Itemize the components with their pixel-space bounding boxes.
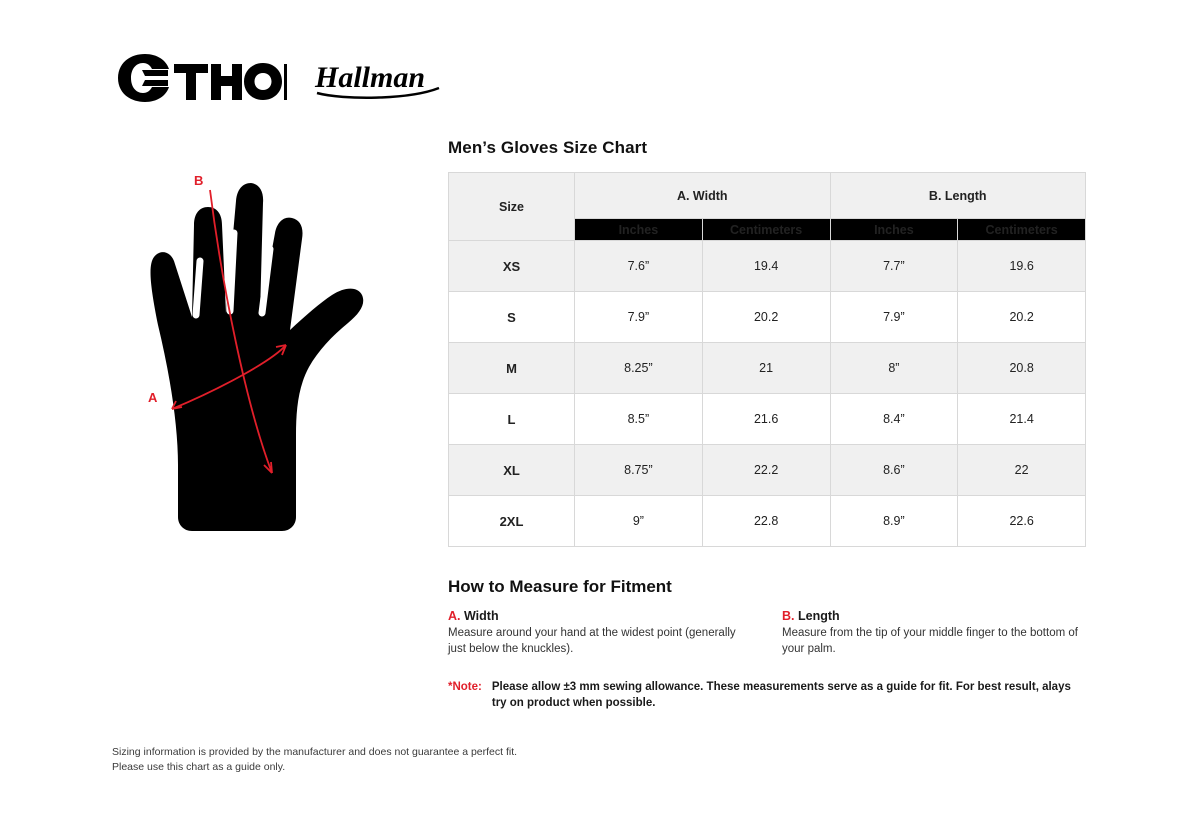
page-title: Men’s Gloves Size Chart xyxy=(448,138,648,157)
cell-length-cm: 22.6 xyxy=(958,496,1086,547)
hand-measurement-diagram xyxy=(110,165,440,565)
measure-width-name: Width xyxy=(463,609,499,623)
cell-width-inches: 8.5” xyxy=(575,394,703,445)
table-body xyxy=(449,241,1086,547)
cell-length-cm: 19.6 xyxy=(958,241,1086,292)
table-row xyxy=(449,292,1086,343)
measure-width-block xyxy=(448,609,750,657)
size-chart-table xyxy=(448,172,1086,547)
table-row xyxy=(449,394,1086,445)
cell-length-inches: 8.6” xyxy=(830,445,958,496)
measure-width-text: Measure around your hand at the widest point (generally just below the knuckles). xyxy=(448,627,736,655)
diagram-label-a: A xyxy=(148,390,158,405)
cell-length-inches: 8.9” xyxy=(830,496,958,547)
cell-width-cm: 22.2 xyxy=(702,445,830,496)
cell-width-inches: 9” xyxy=(575,496,703,547)
svg-text:Hallman: Hallman xyxy=(315,61,426,94)
header-length-group: B. Length xyxy=(830,173,1086,219)
table-header-row-groups xyxy=(449,173,1086,219)
cell-size: S xyxy=(449,292,575,343)
cell-width-cm: 21.6 xyxy=(702,394,830,445)
measure-length-name: Length xyxy=(797,609,840,623)
measure-width-heading xyxy=(448,609,750,623)
measure-width-letter: A. xyxy=(448,609,461,623)
table-row xyxy=(449,496,1086,547)
table-row xyxy=(449,445,1086,496)
cell-size: 2XL xyxy=(449,496,575,547)
content-column xyxy=(448,138,1088,711)
brand-logo-row xyxy=(112,52,448,104)
hand-outline-icon xyxy=(110,165,440,565)
cell-length-inches: 8.4” xyxy=(830,394,958,445)
table-row xyxy=(449,343,1086,394)
cell-width-inches: 8.75” xyxy=(575,445,703,496)
hallman-logo xyxy=(313,55,448,101)
note-block xyxy=(448,679,1088,711)
header-length-inches: Inches xyxy=(830,219,958,241)
cell-size: L xyxy=(449,394,575,445)
header-length-centimeters: Centimeters xyxy=(958,219,1086,241)
header-width-group: A. Width xyxy=(575,173,831,219)
footer-line-1: Sizing information is provided by the manufacturer and does not guarantee a perfect fit. xyxy=(112,745,518,758)
cell-size: XS xyxy=(449,241,575,292)
cell-length-inches: 8” xyxy=(830,343,958,394)
header-size: Size xyxy=(449,173,575,241)
note-text: Please allow ±3 mm sewing allowance. These measurements serve as a guide for fit. For best result, alays try on product when possible. xyxy=(491,681,1071,710)
cell-width-cm: 22.8 xyxy=(702,496,830,547)
measure-length-text: Measure from the tip of your middle finger to the bottom of your palm. xyxy=(782,627,1078,655)
cell-length-cm: 20.8 xyxy=(958,343,1086,394)
cell-width-cm: 21 xyxy=(702,343,830,394)
cell-size: M xyxy=(449,343,575,394)
diagram-label-b: B xyxy=(194,173,204,188)
cell-length-cm: 20.2 xyxy=(958,292,1086,343)
measure-length-block xyxy=(782,609,1084,657)
cell-width-cm: 20.2 xyxy=(702,292,830,343)
cell-width-inches: 7.9” xyxy=(575,292,703,343)
note-label: *Note: xyxy=(448,681,482,694)
measure-length-letter: B. xyxy=(782,609,795,623)
footer-disclaimer xyxy=(112,745,517,777)
cell-width-inches: 7.6” xyxy=(575,241,703,292)
how-to-measure-section xyxy=(448,577,1088,711)
cell-width-cm: 19.4 xyxy=(702,241,830,292)
thor-logo xyxy=(112,52,287,104)
header-width-centimeters: Centimeters xyxy=(702,219,830,241)
table-head xyxy=(449,173,1086,241)
cell-length-cm: 22 xyxy=(958,445,1086,496)
cell-width-inches: 8.25” xyxy=(575,343,703,394)
header-width-inches: Inches xyxy=(575,219,703,241)
cell-length-inches: 7.9” xyxy=(830,292,958,343)
table-row xyxy=(449,241,1086,292)
cell-length-cm: 21.4 xyxy=(958,394,1086,445)
cell-size: XL xyxy=(449,445,575,496)
how-to-measure-title: How to Measure for Fitment xyxy=(448,577,672,596)
measure-length-heading xyxy=(782,609,1084,623)
footer-line-2: Please use this chart as a guide only. xyxy=(112,761,286,774)
cell-length-inches: 7.7” xyxy=(830,241,958,292)
